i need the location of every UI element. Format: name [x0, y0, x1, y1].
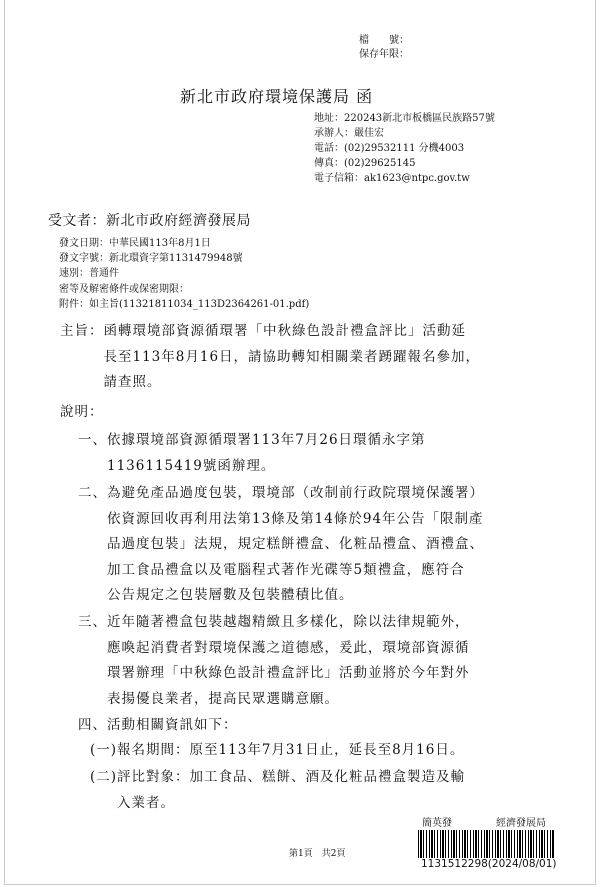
- item-line: 公告規定之包裝層數及包裝體積比值。: [107, 587, 354, 603]
- sub-item: [90, 738, 464, 764]
- item-line: 活動相關資訊如下：: [107, 717, 238, 733]
- sender-address: 地址：220243新北市板橋區民族路57號: [314, 113, 495, 124]
- explanation-item: [78, 481, 484, 609]
- item-line: 加工食品禮盒以及電腦程式著作光碟等5類禮盒，應符合: [107, 561, 465, 578]
- item-marker: 二、: [78, 485, 107, 501]
- item-marker: 三、: [78, 614, 107, 630]
- item-line: 為避免產品過度包裝，環境部（改制前行政院環境保護署）: [107, 485, 484, 501]
- subject-line: 函轉環境部資源循環署「中秋綠色設計禮盒評比」活動延: [103, 323, 466, 339]
- sub-item-marker: (一): [90, 742, 118, 758]
- sub-item-line: 報名期間：原至113年7月31日止，延長至8月16日。: [117, 742, 465, 758]
- attachment: 附件：如主旨(11321811034_113D2364261-01.pdf): [59, 299, 310, 310]
- subject-line: 請查照。: [103, 374, 162, 390]
- item-line: 品過度包裝」法規，規定糕餅禮盒、化粧品禮盒、酒禮盒、: [107, 536, 484, 552]
- item-marker: 四、: [78, 717, 107, 733]
- explanation-item: [78, 610, 470, 712]
- stamp-approver: 簡英發: [422, 818, 452, 829]
- barcode: [418, 830, 554, 858]
- explanation-item: [78, 713, 238, 739]
- item-line: 表揚優良業者，提高民眾選購意願。: [107, 690, 339, 707]
- barcode-text: 1131512298(2024/08/01): [421, 858, 557, 870]
- retention-label: 保存年限：: [359, 49, 409, 60]
- sender-contact: 承辦人：嚴佳宏: [314, 128, 384, 139]
- issue-date: 發文日期：中華民國113年8月1日: [59, 238, 211, 249]
- item-marker: 一、: [78, 432, 107, 448]
- sender-fax: 傳真：(02)29625145: [314, 158, 416, 169]
- sub-item-line: 入業者。: [117, 794, 176, 811]
- item-line: 依據環境部資源循環署113年7月26日環循永字第: [107, 432, 426, 448]
- stamp-department: 經濟發展局: [496, 818, 546, 829]
- sender-email: 電子信箱：ak1623@ntpc.gov.tw: [314, 173, 470, 184]
- item-line: 近年隨著禮盒包裝越趨精緻且多樣化，除以法律規範外，: [107, 614, 470, 630]
- file-number-label: 檔 號：: [359, 35, 409, 46]
- explanation-item: [78, 428, 426, 479]
- subject-label: 主旨：: [60, 323, 104, 339]
- doc-number: 發文字號：新北環資字第1131479948號: [59, 253, 243, 264]
- item-line: 環署辦理「中秋綠色設計禮盒評比」活動並將於今年對外: [107, 665, 470, 681]
- subject-section: [60, 319, 480, 396]
- approval-stamp: [418, 812, 554, 829]
- sub-item-marker: (二): [90, 769, 118, 785]
- page-number: 第1頁 共2頁: [289, 849, 346, 859]
- sender-phone: 電話：(02)29532111 分機4003: [314, 143, 465, 154]
- speed: 速別：普通件: [59, 268, 119, 279]
- item-line: 依資源回收再利用法第13條及第14條於94年公告「限制產: [107, 510, 484, 527]
- item-line: 1136115419號函辦理。: [107, 457, 276, 474]
- sub-item-line: 評比對象：加工食品、糕餅、酒及化粧品禮盒製造及輸: [117, 769, 466, 785]
- subject-line: 長至113年8月16日，請協助轉知相關業者踴躍報名參加，: [103, 348, 481, 365]
- document-title: 新北市政府環境保護局 函: [180, 87, 374, 106]
- security-level: 密等及解密條件或保密期限：: [59, 284, 189, 295]
- sub-item: [90, 765, 465, 816]
- explanation-label: 說明：: [60, 404, 104, 420]
- receiver: 受文者：新北市政府經濟發展局: [48, 213, 251, 229]
- item-line: 應喚起消費者對環境保護之道德感，爰此，環境部資源循: [107, 639, 470, 656]
